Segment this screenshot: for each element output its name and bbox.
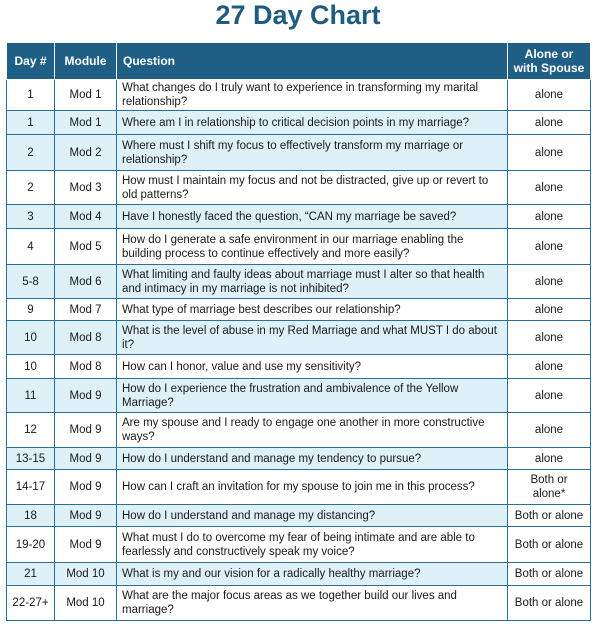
cell-module: Mod 10 <box>55 586 117 621</box>
cell-question: Where am I in relationship to critical decision points in my marriage? <box>117 111 508 135</box>
cell-alone: alone <box>508 379 591 413</box>
cell-module: Mod 8 <box>55 321 117 355</box>
cell-day: 22-27+ <box>7 586 55 621</box>
cell-day: 14-17 <box>7 470 55 505</box>
cell-alone: alone <box>508 205 591 229</box>
cell-day: 2 <box>7 171 55 205</box>
cell-question: What is the level of abuse in my Red Marriage and what MUST I do about it? <box>117 321 508 355</box>
cell-module: Mod 6 <box>55 265 117 299</box>
table-row <box>7 470 591 505</box>
table-row <box>7 505 591 527</box>
cell-alone: alone <box>508 448 591 470</box>
table-row <box>7 413 591 448</box>
cell-day: 1 <box>7 80 55 111</box>
cell-alone: Both or alone <box>508 505 591 527</box>
table-row <box>7 229 591 265</box>
cell-day: 10 <box>7 355 55 379</box>
table-row <box>7 586 591 621</box>
table-row <box>7 527 591 563</box>
cell-module: Mod 10 <box>55 563 117 586</box>
table-row <box>7 111 591 135</box>
cell-question: What limiting and faulty ideas about marriage must I alter so that health and intimacy in my marriage is not inhibited? <box>117 265 508 299</box>
cell-day: 4 <box>7 229 55 265</box>
cell-day: 2 <box>7 135 55 171</box>
table-row <box>7 299 591 321</box>
cell-day: 12 <box>7 413 55 448</box>
cell-question: What is my and our vision for a radically healthy marriage? <box>117 563 508 586</box>
header-question: Question <box>117 43 508 80</box>
table-row <box>7 80 591 111</box>
cell-module: Mod 9 <box>55 413 117 448</box>
cell-question: What must I do to overcome my fear of being intimate and are able to fearlessly and constructively speak my voice? <box>117 527 508 563</box>
cell-day: 9 <box>7 299 55 321</box>
cell-question: How must I maintain my focus and not be distracted, give up or revert to old patterns? <box>117 171 508 205</box>
table-header-row <box>7 43 591 80</box>
page-title: 27 Day Chart <box>215 0 381 30</box>
cell-alone: Both or alone <box>508 586 591 621</box>
table-row <box>7 563 591 586</box>
cell-question: How do I generate a safe environment in our marriage enabling the building process to continue effectively and more easily? <box>117 229 508 265</box>
cell-question: What changes do I truly want to experience in transforming my marital relationship? <box>117 80 508 111</box>
cell-question: Where must I shift my focus to effectively transform my marriage or relationship? <box>117 135 508 171</box>
table-row <box>7 355 591 379</box>
cell-alone: alone <box>508 413 591 448</box>
cell-module: Mod 9 <box>55 527 117 563</box>
cell-alone: Both or alone <box>508 527 591 563</box>
cell-module: Mod 8 <box>55 355 117 379</box>
table-row <box>7 265 591 299</box>
cell-module: Mod 1 <box>55 80 117 111</box>
cell-module: Mod 9 <box>55 379 117 413</box>
cell-alone: Both or alone* <box>508 470 591 505</box>
cell-question: How do I understand and manage my distancing? <box>117 505 508 527</box>
cell-alone: alone <box>508 135 591 171</box>
cell-question: How do I experience the frustration and ambivalence of the Yellow Marriage? <box>117 379 508 413</box>
header-alone: Alone or with Spouse <box>508 43 591 80</box>
table-row <box>7 379 591 413</box>
cell-day: 18 <box>7 505 55 527</box>
cell-module: Mod 4 <box>55 205 117 229</box>
header-day: Day # <box>7 43 55 80</box>
cell-alone: alone <box>508 265 591 299</box>
table-row <box>7 171 591 205</box>
cell-question: Are my spouse and I ready to engage one another in more constructive ways? <box>117 413 508 448</box>
cell-day: 11 <box>7 379 55 413</box>
cell-alone: alone <box>508 229 591 265</box>
cell-day: 13-15 <box>7 448 55 470</box>
chart-table <box>6 42 591 621</box>
cell-alone: alone <box>508 171 591 205</box>
cell-alone: alone <box>508 299 591 321</box>
cell-module: Mod 9 <box>55 505 117 527</box>
cell-day: 1 <box>7 111 55 135</box>
cell-module: Mod 3 <box>55 171 117 205</box>
cell-alone: alone <box>508 321 591 355</box>
header-module: Module <box>55 43 117 80</box>
cell-question: How do I understand and manage my tendency to pursue? <box>117 448 508 470</box>
table-row <box>7 448 591 470</box>
cell-module: Mod 1 <box>55 111 117 135</box>
cell-module: Mod 9 <box>55 470 117 505</box>
cell-module: Mod 7 <box>55 299 117 321</box>
table-row <box>7 135 591 171</box>
table-row <box>7 321 591 355</box>
cell-question: How can I craft an invitation for my spouse to join me in this process? <box>117 470 508 505</box>
cell-day: 3 <box>7 205 55 229</box>
cell-question: How can I honor, value and use my sensitivity? <box>117 355 508 379</box>
cell-day: 21 <box>7 563 55 586</box>
table-row <box>7 205 591 229</box>
cell-alone: alone <box>508 355 591 379</box>
cell-day: 19-20 <box>7 527 55 563</box>
cell-module: Mod 2 <box>55 135 117 171</box>
cell-question: What type of marriage best describes our relationship? <box>117 299 508 321</box>
cell-question: Have I honestly faced the question, “CAN my marriage be saved? <box>117 205 508 229</box>
cell-alone: alone <box>508 111 591 135</box>
cell-question: What are the major focus areas as we together build our lives and marriage? <box>117 586 508 621</box>
cell-alone: Both or alone <box>508 563 591 586</box>
cell-alone: alone <box>508 80 591 111</box>
cell-module: Mod 5 <box>55 229 117 265</box>
cell-day: 5-8 <box>7 265 55 299</box>
cell-day: 10 <box>7 321 55 355</box>
cell-module: Mod 9 <box>55 448 117 470</box>
